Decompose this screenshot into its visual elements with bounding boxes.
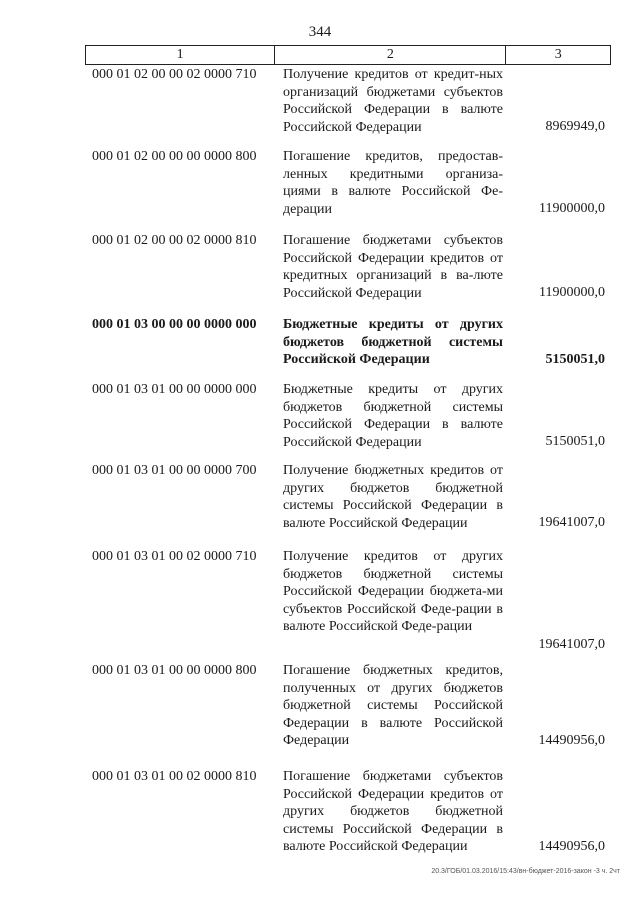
budget-code: 000 01 03 01 00 00 0000 800 bbox=[92, 663, 257, 678]
row-amount: 5150051,0 bbox=[545, 352, 605, 367]
budget-code: 000 01 03 00 00 00 0000 000 bbox=[92, 317, 257, 332]
page-number: 344 bbox=[308, 24, 332, 40]
header-col-2: 2 bbox=[275, 46, 506, 64]
header-col-3: 3 bbox=[554, 47, 562, 62]
budget-code: 000 01 02 00 00 02 0000 810 bbox=[92, 233, 257, 248]
row-description: Получение кредитов от кредит-ных организаций бюджетами субъектов Российской Федерации в валюте Российской Федерации bbox=[283, 67, 503, 135]
budget-code: 000 01 02 00 00 00 0000 800 bbox=[92, 149, 257, 164]
row-description: Погашение бюджетами субъектов Российской Федерации кредитов от кредитных организаций в ва-люте Российской Федерации bbox=[283, 233, 503, 301]
row-amount: 14490956,0 bbox=[538, 839, 605, 854]
row-amount: 19641007,0 bbox=[538, 515, 605, 530]
budget-code: 000 01 03 01 00 02 0000 710 bbox=[92, 549, 257, 564]
row-description: Получение кредитов от других бюджетов бюджетной системы Российской Федерации бюджета-ми субъектов Российской Феде-рации в валюте Российской Феде-рации bbox=[283, 549, 503, 634]
row-amount: 11900000,0 bbox=[539, 285, 605, 300]
row-description: Погашение бюджетами субъектов Российской Федерации кредитов от других бюджетов бюджетной системы Российской Федерации в валюте Российской Федерации bbox=[283, 769, 503, 854]
row-description: Получение бюджетных кредитов от других бюджетов бюджетной системы Российской Федерации в валюте Российской Федерации bbox=[283, 463, 503, 531]
row-amount: 19641007,0 bbox=[538, 637, 605, 652]
row-amount: 11900000,0 bbox=[539, 201, 605, 216]
row-description: Погашение кредитов, предостав-ленных кредитными организа-циями в валюте Российской Фе-дерации bbox=[283, 149, 503, 217]
footer-stamp: 20.3/ГОБ/01.03.2016/15:43/вн-бюджет-2016-закон -3 ч. 2чт bbox=[431, 868, 620, 875]
budget-code: 000 01 03 01 00 02 0000 810 bbox=[92, 769, 257, 784]
table-header bbox=[85, 45, 611, 65]
budget-code: 000 01 02 00 00 02 0000 710 bbox=[92, 67, 257, 82]
row-description: Бюджетные кредиты от других бюджетов бюджетной системы Российской Федерации в валюте Российской Федерации bbox=[283, 382, 503, 450]
row-amount: 5150051,0 bbox=[545, 434, 605, 449]
row-description: Погашение бюджетных кредитов, полученных от других бюджетов бюджетной системы Российской Федерации в валюте Российской Федерации bbox=[283, 663, 503, 748]
row-description: Бюджетные кредиты от других бюджетов бюджетной системы Российской Федерации bbox=[283, 317, 503, 367]
row-amount: 14490956,0 bbox=[538, 733, 605, 748]
budget-code: 000 01 03 01 00 00 0000 000 bbox=[92, 382, 257, 397]
row-amount: 8969949,0 bbox=[545, 119, 605, 134]
header-col-1: 1 bbox=[86, 46, 275, 64]
budget-code: 000 01 03 01 00 00 0000 700 bbox=[92, 463, 257, 478]
